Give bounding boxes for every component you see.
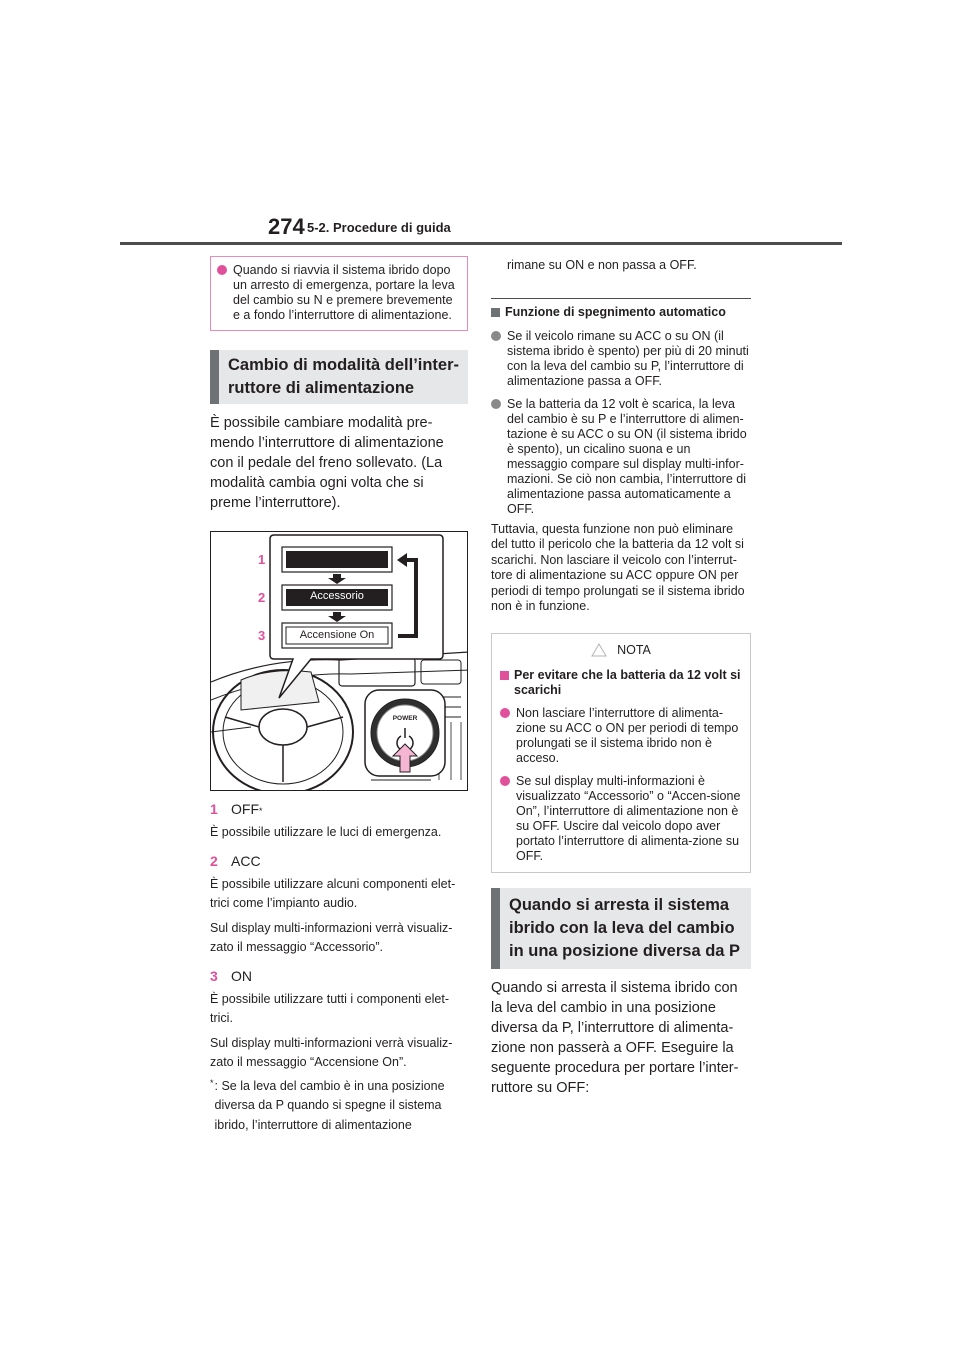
right-column — [491, 256, 751, 1098]
mode-desc-on-2: Sul display multi-informazioni verrà visualiz-zato il messaggio “Accensione On”. — [210, 1035, 453, 1069]
auto-off-bullet-1-text: Se il veicolo rimane su ACC o su ON (il sistema ibrido è spento) per più di 20 minuti con la leva del cambio su P, l’interruttore di alimentazione passa a OFF. — [507, 328, 749, 388]
mode-desc-off: È possibile utilizzare le luci di emergenza. — [210, 825, 442, 839]
warning-icon — [591, 643, 607, 657]
stop-paragraph: Quando si arresta il sistema ibrido con la leva del cambio in una posizione diversa da P, l’interruttore di alimenta-zione non passerà a OFF. Eseguire la seguente procedura per portare l’inter-ruttore su OFF: — [491, 979, 739, 1096]
mode-desc-acc-1: È possibile utilizzare alcuni componenti elet-trici come l’impianto audio. — [210, 876, 456, 910]
mode-desc-acc-2: Sul display multi-informazioni verrà visualiz-zato il messaggio “Accessorio”. — [210, 920, 453, 954]
auto-off-paragraph: Tuttavia, questa funzione non può eliminare del tutto il pericolo che la batteria da 12 volt si scarichi. Non lasciare il veicolo con l’interrut-tore di alimentazione su ACC oppure ON per periodi di tempo prolungati se il sistema ibrido non è in funzione. — [491, 521, 745, 613]
screen-accessorio-text: Accessorio — [310, 590, 364, 602]
dashboard-illustration — [211, 532, 468, 791]
mode-num-3: 3 — [210, 967, 218, 984]
figure-label-1: 1 — [258, 552, 266, 567]
square-bullet-icon — [500, 671, 509, 680]
bullet-icon — [491, 399, 501, 409]
nota-bullet-1-text: Non lasciare l’interruttore di alimenta-zione su ACC o ON per periodi di tempo prolungati se il sistema ibrido non è acceso. — [516, 705, 739, 765]
nota-bullet-2-text: Se sul display multi-informazioni è visualizzato “Accessorio” o “Accen-sione On”, l’interruttore di alimentazione non è su OFF. Uscire dal veicolo dopo aver portato l’interruttore di alimenta-zione su OFF. — [516, 773, 741, 863]
nota-subhead — [500, 668, 742, 698]
bullet-icon — [500, 776, 510, 786]
heading-mode-change: Cambio di modalità dell’inter-ruttore di alimentazione — [210, 350, 468, 404]
nota-bullet-1 — [500, 706, 742, 766]
restart-note-box — [210, 256, 468, 331]
bullet-icon — [217, 265, 227, 275]
restart-note — [217, 263, 460, 323]
mode-label-off: OFF — [231, 801, 259, 817]
figure-label-2: 2 — [258, 590, 266, 605]
subhead-auto-off-text: Funzione di spegnimento automatico — [505, 304, 726, 319]
power-button-label: POWER — [392, 715, 418, 722]
mode-num-2: 2 — [210, 852, 218, 869]
nota-title: NOTA — [617, 642, 651, 657]
nota-header — [500, 634, 742, 666]
mode-label-on: ON — [231, 967, 252, 984]
square-bullet-icon — [491, 308, 500, 317]
figure-label-3: 3 — [258, 628, 266, 643]
auto-off-bullet-1 — [491, 329, 751, 389]
screen-accensione-text: Accensione On — [299, 629, 375, 641]
heading-stop-not-p: Quando si arresta il sistema ibrido con la leva del cambio in una posizione diversa da P — [491, 888, 751, 969]
footnote-marker: * — [259, 806, 263, 816]
restart-note-text: Quando si riavvia il sistema ibrido dopo un arresto di emergenza, portare la leva del cambio su N e premere brevemente e a fondo l’interruttore di alimentazione. — [233, 263, 455, 322]
auto-off-bullet-2 — [491, 397, 751, 517]
mode-label-acc: ACC — [231, 852, 261, 869]
footnote-star: * — [210, 1077, 214, 1088]
page-number: 274 — [268, 214, 305, 239]
nota-bullet-2 — [500, 774, 742, 864]
footnote-continuation: rimane su ON e non passa a OFF. — [507, 258, 697, 272]
bullet-icon — [491, 331, 501, 341]
subsection-rule — [491, 298, 751, 299]
auto-off-bullet-2-text: Se la batteria da 12 volt è scarica, la leva del cambio è su P e l’interruttore di alimen-tazione è su ACC o su ON (il sistema ibrido è spento), un cicalino suona e un messaggio compare sul display multi-infor-mazioni. Se ciò non cambia, l’interruttore di alimentazione passa automaticamente a OFF. — [507, 396, 747, 516]
section-title: 5-2. Procedure di guida — [307, 220, 451, 235]
mode-intro: È possibile cambiare modalità pre-mendo l’interruttore di alimentazione con il pedale del freno sollevato. (La modalità cambia ogni volta che si preme l’interruttore). — [210, 415, 444, 511]
header-rule — [120, 242, 842, 245]
subhead-auto-off — [491, 305, 751, 320]
left-column — [210, 256, 468, 1135]
mode-item-off — [210, 801, 468, 817]
nota-subhead-text: Per evitare che la batteria da 12 volt si scarichi — [514, 667, 741, 697]
footnote — [210, 1077, 468, 1136]
bullet-icon — [500, 708, 510, 718]
footnote-text: : Se la leva del cambio è in una posizione diversa da P quando si spegne il sistema ibrido, l’interruttore di alimentazione — [214, 1078, 445, 1132]
mode-item-on — [210, 968, 468, 984]
mode-item-acc — [210, 853, 468, 869]
mode-desc-on-1: È possibile utilizzare tutti i componenti elet-trici. — [210, 991, 450, 1025]
nota-box — [491, 633, 751, 873]
mode-num-1: 1 — [210, 801, 218, 817]
power-switch-figure — [210, 531, 468, 791]
